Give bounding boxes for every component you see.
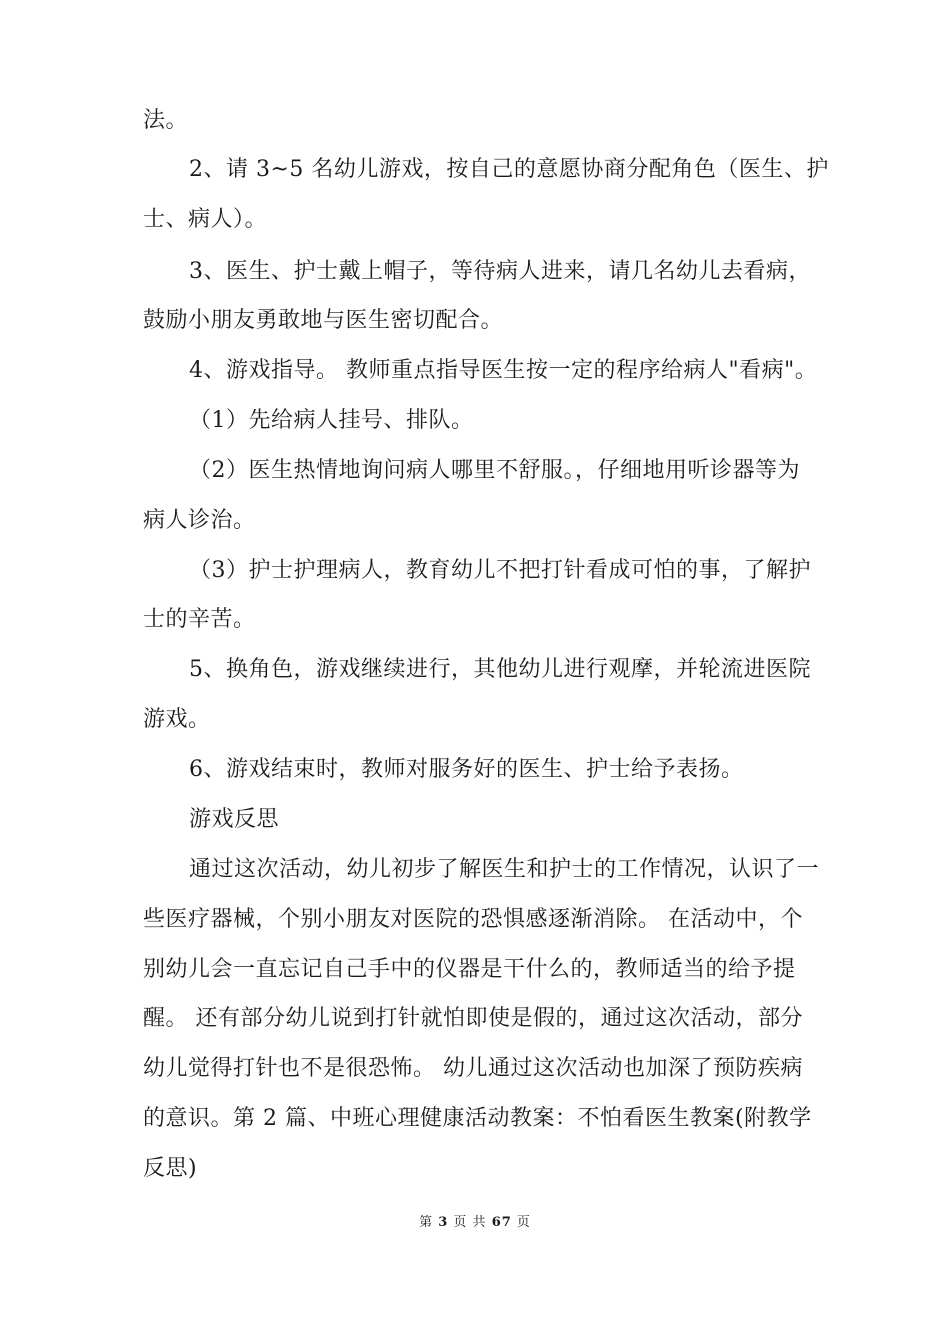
footer-middle: 页 共 <box>453 1215 487 1230</box>
text-line: 些医疗器械，个别小朋友对医院的恐惧感逐渐消除。 在活动中，个 <box>143 907 803 932</box>
current-page-number: 3 <box>438 1215 449 1230</box>
footer-suffix: 页 <box>516 1215 531 1230</box>
text-line: 4、游戏指导。 教师重点指导医生按一定的程序给病人"看病"。 <box>189 358 818 383</box>
text-line: 的意识。第 2 篇、中班心理健康活动教案：不怕看医生教案(附教学 <box>143 1106 812 1131</box>
text-line: （1）先给病人挂号、排队。 <box>189 408 474 433</box>
text-line: （2）医生热情地询问病人哪里不舒服。，仔细地用听诊器等为 <box>189 458 800 483</box>
text-line: 别幼儿会一直忘记自己手中的仪器是干什么的，教师适当的给予提 <box>143 957 796 982</box>
text-line: 2、请 3~5 名幼儿游戏，按自己的意愿协商分配角色（医生、护 <box>189 157 829 182</box>
text-line: 病人诊治。 <box>143 508 256 533</box>
text-line: 通过这次活动，幼儿初步了解医生和护士的工作情况，认识了一 <box>189 857 820 882</box>
text-line: 法。 <box>143 108 189 133</box>
text-line: （3）护士护理病人，教育幼儿不把打针看成可怕的事，了解护 <box>189 558 811 583</box>
text-line: 醒。 还有部分幼儿说到打针就怕即使是假的，通过这次活动，部分 <box>143 1006 803 1031</box>
page-footer <box>0 1214 950 1232</box>
text-line: 3、医生、护士戴上帽子，等待病人进来，请几名幼儿去看病， <box>189 259 811 284</box>
text-line: 游戏。 <box>143 707 211 732</box>
section-heading: 游戏反思 <box>189 807 280 832</box>
text-line: 幼儿觉得打针也不是很恐怖。 幼儿通过这次活动也加深了预防疾病 <box>143 1056 803 1081</box>
text-line: 6、游戏结束时，教师对服务好的医生、护士给予表扬。 <box>189 757 744 782</box>
footer-prefix: 第 <box>419 1215 434 1230</box>
text-line: 士的辛苦。 <box>143 607 256 632</box>
text-line: 士、病人）。 <box>143 207 268 232</box>
total-page-count: 67 <box>491 1215 512 1230</box>
text-line: 鼓励小朋友勇敢地与医生密切配合。 <box>143 308 504 333</box>
text-line: 5、换角色，游戏继续进行，其他幼儿进行观摩，并轮流进医院 <box>189 657 811 682</box>
text-line: 反思) <box>143 1156 198 1181</box>
